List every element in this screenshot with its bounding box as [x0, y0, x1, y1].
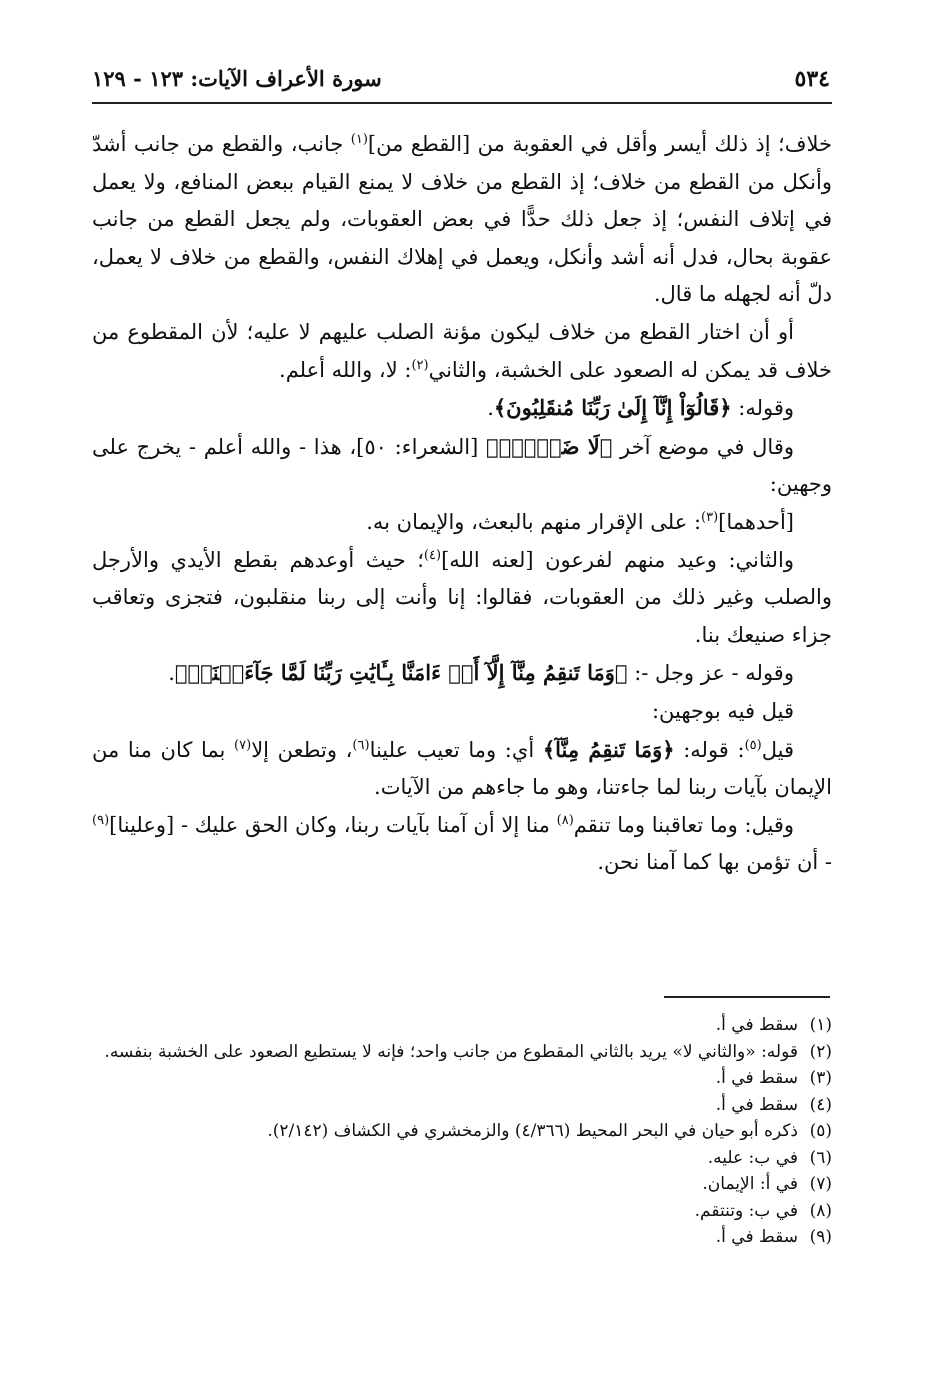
footnote-number: (٧) — [809, 1174, 832, 1194]
footnote-ref: (٣) — [701, 509, 719, 525]
footnote-number: (١) — [809, 1015, 832, 1035]
text-run: [أحدهما] — [718, 509, 794, 534]
footnote-text: سقط في أ. — [715, 1068, 798, 1088]
text-run: وقوله - عز وجل -: — [627, 661, 794, 686]
footnote — [92, 1224, 832, 1251]
text-run: جانب، والقطع من جانب أشدّ وأنكل من القطع من خلاف؛ إذ القطع من خلاف لا يمنع القيام ببعض المنافع، ولا يعمل في إتلاف النفس؛ إذ جعل ذلك حدًّا في بعض العقوبات، ولم يجعل القطع من جانب عقوبة بحال، فدل أنه أشد وأنكل، ويعمل في إهلاك النفس، والقطع من خلاف لا يعمل، دلّ أنه لجهله ما قال. — [92, 132, 832, 307]
footnote-ref: (٧) — [234, 737, 252, 753]
footnote-text: سقط في أ. — [715, 1227, 798, 1247]
text-run: : على الإقرار منهم بالبعث، والإيمان به. — [366, 509, 702, 534]
paragraph-5 — [92, 504, 832, 542]
footnote — [92, 1171, 832, 1198]
text-run: وقوله: — [731, 396, 794, 421]
text-run: والثاني: وعيد منهم لفرعون [لعنه الله] — [441, 547, 794, 572]
footnote — [92, 1012, 832, 1039]
footnote-ref: (٦) — [352, 737, 370, 753]
footnote — [92, 1198, 832, 1225]
footnote-ref: (٢) — [411, 357, 429, 373]
text-run: - أن تؤمن بها كما آمنا نحن. — [597, 850, 832, 875]
text-run: : قوله: — [674, 737, 745, 762]
footnote-number: (٦) — [809, 1147, 832, 1168]
text-run: قيل — [761, 737, 794, 762]
paragraph-9 — [92, 731, 832, 807]
quran-verse: ﴿وَمَا تَنقِمُ مِنَّآ﴾ — [542, 736, 675, 762]
paragraph-1 — [92, 126, 832, 314]
footnote — [92, 1118, 832, 1145]
footnote-number: (٢) — [809, 1041, 832, 1062]
footnote-text: قوله: «والثاني لا» يريد بالثاني المقطوع من جانب واحد؛ فإنه لا يستطيع الصعود على الخشبة بنفسه. — [104, 1041, 798, 1062]
footnote — [92, 1145, 832, 1172]
footnote-divider — [664, 996, 830, 998]
quran-verse: ﴿لَا ضَيۡرَۖ﴾ — [485, 433, 613, 459]
text-run: منا إلا أن آمنا بآيات ربنا، وكان الحق عليك - [وعلينا] — [109, 812, 557, 837]
text-run: بما كان منا من الإيمان بآيات ربنا لما جاءتنا، وهو ما جاءهم من الآيات. — [92, 737, 832, 800]
quran-verse: ﴿قَالُوٓاْ إِنَّآ إِلَىٰ رَبِّنَا مُنقَلِبُونَ﴾ — [493, 395, 732, 421]
footnote-text: ذكره أبو حيان في البحر المحيط (٤/٣٦٦) والزمخشري في الكشاف (٢/١٤٢). — [267, 1121, 798, 1141]
footnotes — [92, 1012, 832, 1251]
paragraph-4 — [92, 428, 832, 504]
paragraph-3 — [92, 389, 832, 428]
paragraph-2 — [92, 314, 832, 389]
page-header — [92, 62, 832, 104]
footnote-ref: (٨) — [556, 812, 574, 828]
footnote-number: (٣) — [809, 1068, 832, 1088]
footnote-number: (٤) — [809, 1094, 832, 1115]
text-run: قيل فيه بوجهين: — [651, 698, 794, 723]
footnote-text: في أ: الإيمان. — [702, 1174, 798, 1194]
footnote-ref: (١) — [350, 132, 368, 147]
quran-verse: ﴿وَمَا تَنقِمُ مِنَّآ إِلَّآ أَنۡ ءَامَنَّا بِـَٔايَٰتِ رَبِّنَا لَمَّا جَآءَتۡنَاۚ﴾ — [174, 660, 628, 686]
paragraph-7 — [92, 654, 832, 693]
text-run: ؛ حيث أوعدهم بقطع الأيدي والأرجل والصلب وغير ذلك من العقوبات، فقالوا: إنا وأنت إلى ربنا منقلبون، فتجزى وتعاقب جزاء صنيعك بنا. — [92, 547, 832, 647]
footnote-ref: (٩) — [92, 812, 110, 828]
text-run: ، وتطعن إلا — [251, 737, 353, 762]
footnote-number: (٨) — [809, 1200, 832, 1221]
running-title: سورة الأعراف الآيات: ١٢٣ - ١٢٩ — [92, 66, 382, 91]
main-text — [92, 126, 832, 882]
text-run: أو أن اختار القطع من خلاف ليكون مؤنة الصلب عليهم لا عليه؛ لأن المقطوع من خلاف قد يمكن له الصعود على الخشبة، والثاني — [92, 319, 832, 382]
footnote-ref: (٤) — [423, 547, 442, 563]
paragraph-10 — [92, 807, 832, 882]
footnote-text: سقط في أ. — [715, 1015, 798, 1035]
text-run: [الشعراء: ٥٠]، هذا - والله أعلم - يخرج على وجهين: — [92, 434, 832, 497]
footnote-text: في ب: عليه. — [707, 1147, 798, 1168]
text-run: : لا، والله أعلم. — [279, 357, 412, 382]
footnote — [92, 1092, 832, 1119]
text-run: وقال في موضع آخر — [612, 434, 795, 459]
footnote — [92, 1039, 832, 1066]
footnote-number: (٩) — [809, 1227, 832, 1247]
footnote-ref: (٥) — [744, 737, 762, 753]
footnote-text: في ب: وتنتقم. — [694, 1200, 798, 1221]
footnote-number: (٥) — [809, 1121, 832, 1141]
text-run: خلاف؛ إذ ذلك أيسر وأقل في العقوبة من [القطع من] — [367, 132, 833, 156]
page-number: ٥٣٤ — [794, 66, 830, 92]
text-run: . — [487, 396, 494, 421]
text-run: أي: وما تعيب علينا — [369, 737, 543, 762]
footnote — [92, 1065, 832, 1092]
text-run: وقيل: وما تعاقبنا وما تنقم — [573, 812, 794, 837]
paragraph-8 — [92, 693, 832, 731]
paragraph-6 — [92, 542, 832, 655]
footnote-text: سقط في أ. — [715, 1094, 798, 1115]
text-run: . — [168, 661, 175, 686]
